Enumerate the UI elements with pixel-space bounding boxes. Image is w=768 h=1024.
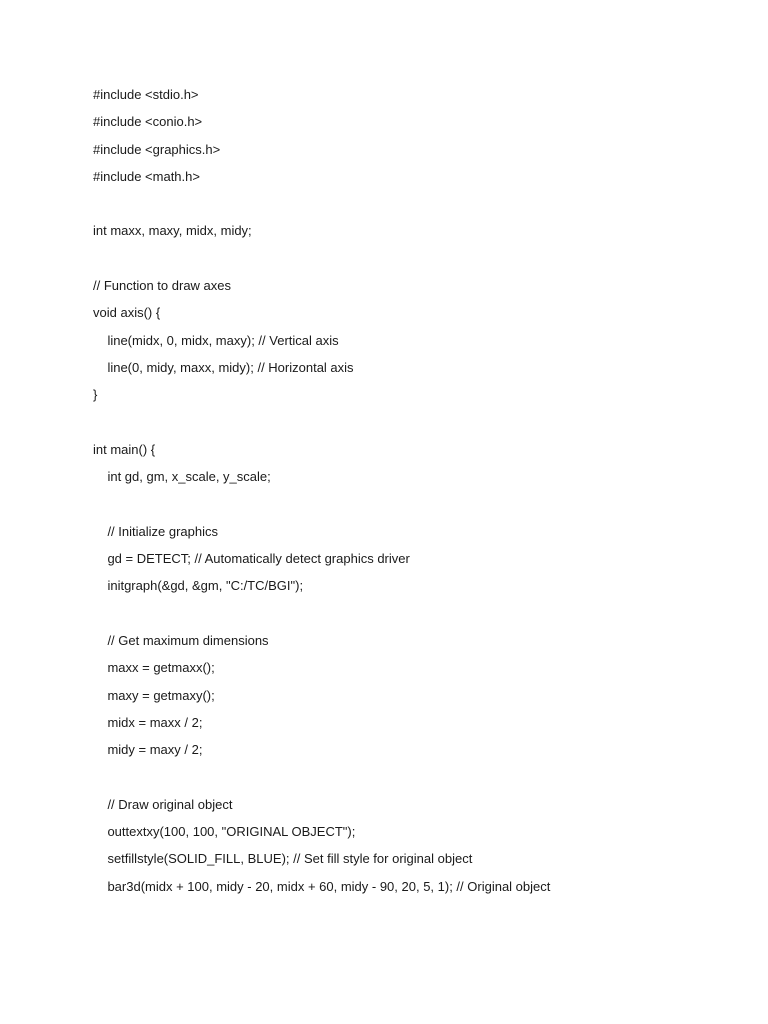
- code-line: [93, 195, 550, 222]
- code-line: maxx = getmaxx();: [93, 660, 215, 676]
- code-line: [93, 605, 550, 632]
- code-line: // Get maximum dimensions: [93, 632, 269, 648]
- code-line: #include <graphics.h>: [93, 141, 221, 157]
- code-line: }: [93, 387, 98, 403]
- code-line: // Function to draw axes: [93, 278, 232, 294]
- code-line: gd = DETECT; // Automatically detect graphics driver: [93, 551, 410, 567]
- code-line: setfillstyle(SOLID_FILL, BLUE); // Set fill style for original object: [93, 851, 473, 867]
- code-line: #include <math.h>: [93, 168, 200, 184]
- code-line: outtextxy(100, 100, "ORIGINAL OBJECT");: [93, 824, 356, 840]
- code-line: midx = maxx / 2;: [93, 714, 203, 730]
- code-line: line(midx, 0, midx, maxy); // Vertical axis: [93, 332, 339, 348]
- code-line: int gd, gm, x_scale, y_scale;: [93, 469, 271, 485]
- code-line: bar3d(midx + 100, midy - 20, midx + 60, midy - 90, 20, 5, 1); // Original object: [93, 878, 551, 894]
- code-line: initgraph(&gd, &gm, "C:/TC/BGI");: [93, 578, 304, 594]
- code-line: line(0, midy, maxx, midy); // Horizontal axis: [93, 359, 354, 375]
- code-line: [93, 495, 550, 522]
- code-line: [93, 414, 550, 441]
- code-line: int main() {: [93, 441, 156, 457]
- code-line: // Initialize graphics: [93, 523, 218, 539]
- code-line: // Draw original object: [93, 796, 233, 812]
- code-line: maxy = getmaxy();: [93, 687, 215, 703]
- code-line: void axis() {: [93, 305, 161, 321]
- code-line: #include <stdio.h>: [93, 87, 199, 102]
- code-listing: [93, 86, 550, 905]
- code-line: [93, 768, 550, 795]
- code-line: int maxx, maxy, midx, midy;: [93, 223, 252, 239]
- code-line: #include <conio.h>: [93, 114, 203, 130]
- code-line: midy = maxy / 2;: [93, 742, 203, 758]
- code-line: [93, 250, 550, 277]
